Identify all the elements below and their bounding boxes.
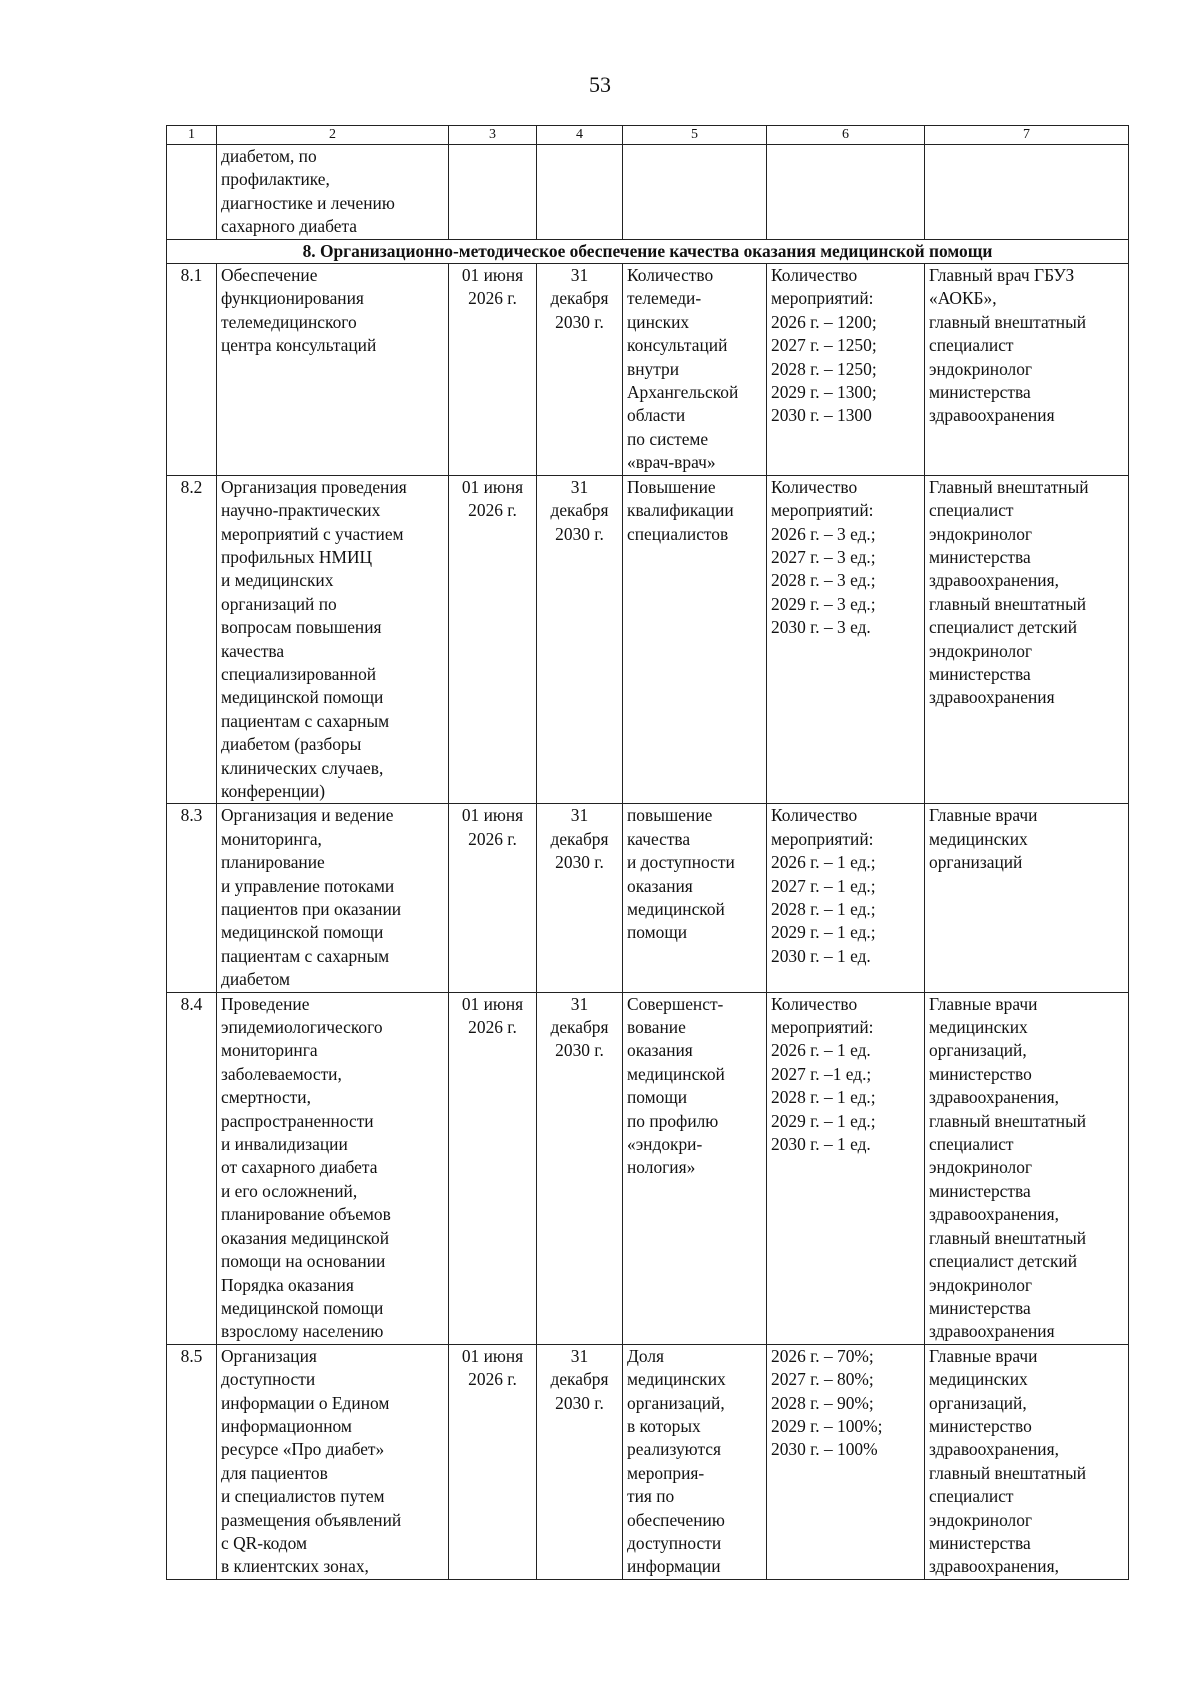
- start-date-cell: [449, 145, 537, 240]
- start-date-cell: 01 июня 2026 г.: [449, 804, 537, 992]
- responsible-cell: Главные врачи медицинских организаций: [925, 804, 1129, 992]
- event-cell: Организация и ведение мониторинга, планирование и управление потоками пациентов при оказании медицинской помощи пациентам с сахарным диабетом: [217, 804, 449, 992]
- responsible-cell: Главные врачи медицинских организаций, министерство здравоохранения, главный внештатный специалист эндокринолог министерства здравоохранения, главный внештатный специалист детский эндокринолог министерства здравоохранения: [925, 992, 1129, 1344]
- table-row: [167, 475, 1129, 804]
- indicator-cell: [767, 145, 925, 240]
- column-number: 7: [925, 126, 1129, 145]
- result-cell: повышение качества и доступности оказания медицинской помощи: [623, 804, 767, 992]
- table-row: [167, 804, 1129, 992]
- column-number: 2: [217, 126, 449, 145]
- column-number-row: [167, 126, 1129, 145]
- responsible-cell: Главный врач ГБУЗ «АОКБ», главный внештатный специалист эндокринолог министерства здравоохранения: [925, 264, 1129, 476]
- end-date-cell: 31 декабря 2030 г.: [537, 475, 623, 804]
- indicator-cell: Количество мероприятий: 2026 г. – 3 ед.; 2027 г. – 3 ед.; 2028 г. – 3 ед.; 2029 г. – 3 ед.; 2030 г. – 3 ед.: [767, 475, 925, 804]
- row-number-cell: 8.2: [167, 475, 217, 804]
- row-number-cell: 8.5: [167, 1344, 217, 1579]
- start-date-cell: 01 июня 2026 г.: [449, 992, 537, 1344]
- responsible-cell: Главные врачи медицинских организаций, министерство здравоохранения, главный внештатный специалист эндокринолог министерства здравоохранения,: [925, 1344, 1129, 1579]
- event-cell: Организация проведения научно-практических мероприятий с участием профильных НМИЦ и медицинских организаций по вопросам повышения качества специализированной медицинской помощи пациентам с сахарным диабетом (разборы клинических случаев, конференции): [217, 475, 449, 804]
- result-cell: Совершенст- вование оказания медицинской помощи по профилю «эндокри- нология»: [623, 992, 767, 1344]
- start-date-cell: 01 июня 2026 г.: [449, 264, 537, 476]
- end-date-cell: 31 декабря 2030 г.: [537, 804, 623, 992]
- row-number-cell: 8.1: [167, 264, 217, 476]
- responsible-cell: Главный внештатный специалист эндокринолог министерства здравоохранения, главный внештатный специалист детский эндокринолог министерства здравоохранения: [925, 475, 1129, 804]
- responsible-cell: [925, 145, 1129, 240]
- event-cell: Проведение эпидемиологического мониторинга заболеваемости, смертности, распространенности и инвалидизации от сахарного диабета и его осложнений, планирование объемов оказания медицинской помощи на основании Порядка оказания медицинской помощи взрослому населению: [217, 992, 449, 1344]
- column-number: 6: [767, 126, 925, 145]
- column-number: 3: [449, 126, 537, 145]
- event-cell: диабетом, по профилактике, диагностике и лечению сахарного диабета: [217, 145, 449, 240]
- row-number-cell: 8.4: [167, 992, 217, 1344]
- end-date-cell: [537, 145, 623, 240]
- table-row: [167, 1344, 1129, 1579]
- start-date-cell: 01 июня 2026 г.: [449, 1344, 537, 1579]
- indicator-cell: 2026 г. – 70%; 2027 г. – 80%; 2028 г. – 90%; 2029 г. – 100%; 2030 г. – 100%: [767, 1344, 925, 1579]
- section-heading-row: [167, 239, 1129, 263]
- event-cell: Обеспечение функционирования телемедицинского центра консультаций: [217, 264, 449, 476]
- row-number-cell: [167, 145, 217, 240]
- indicator-cell: Количество мероприятий: 2026 г. – 1 ед.; 2027 г. – 1 ед.; 2028 г. – 1 ед.; 2029 г. – 1 ед.; 2030 г. – 1 ед.: [767, 804, 925, 992]
- end-date-cell: 31 декабря 2030 г.: [537, 264, 623, 476]
- end-date-cell: 31 декабря 2030 г.: [537, 992, 623, 1344]
- end-date-cell: 31 декабря 2030 г.: [537, 1344, 623, 1579]
- event-cell: Организация доступности информации о Едином информационном ресурсе «Про диабет» для пациентов и специалистов путем размещения объявлений с QR-кодом в клиентских зонах,: [217, 1344, 449, 1579]
- result-cell: Количество телемеди- цинских консультаций внутри Архангельской области по системе «врач-врач»: [623, 264, 767, 476]
- section-title: 8. Организационно-методическое обеспечение качества оказания медицинской помощи: [167, 239, 1129, 263]
- start-date-cell: 01 июня 2026 г.: [449, 475, 537, 804]
- measures-table: [166, 125, 1129, 1580]
- table-row: [167, 264, 1129, 476]
- table-row: [167, 992, 1129, 1344]
- column-number: 1: [167, 126, 217, 145]
- column-number: 4: [537, 126, 623, 145]
- result-cell: [623, 145, 767, 240]
- result-cell: Повышение квалификации специалистов: [623, 475, 767, 804]
- continuation-row: [167, 145, 1129, 240]
- indicator-cell: Количество мероприятий: 2026 г. – 1 ед. 2027 г. –1 ед.; 2028 г. – 1 ед.; 2029 г. – 1 ед.; 2030 г. – 1 ед.: [767, 992, 925, 1344]
- column-number: 5: [623, 126, 767, 145]
- indicator-cell: Количество мероприятий: 2026 г. – 1200; 2027 г. – 1250; 2028 г. – 1250; 2029 г. – 1300; 2030 г. – 1300: [767, 264, 925, 476]
- row-number-cell: 8.3: [167, 804, 217, 992]
- page-number: 53: [589, 72, 611, 97]
- result-cell: Доля медицинских организаций, в которых реализуются мероприя- тия по обеспечению доступности информации: [623, 1344, 767, 1579]
